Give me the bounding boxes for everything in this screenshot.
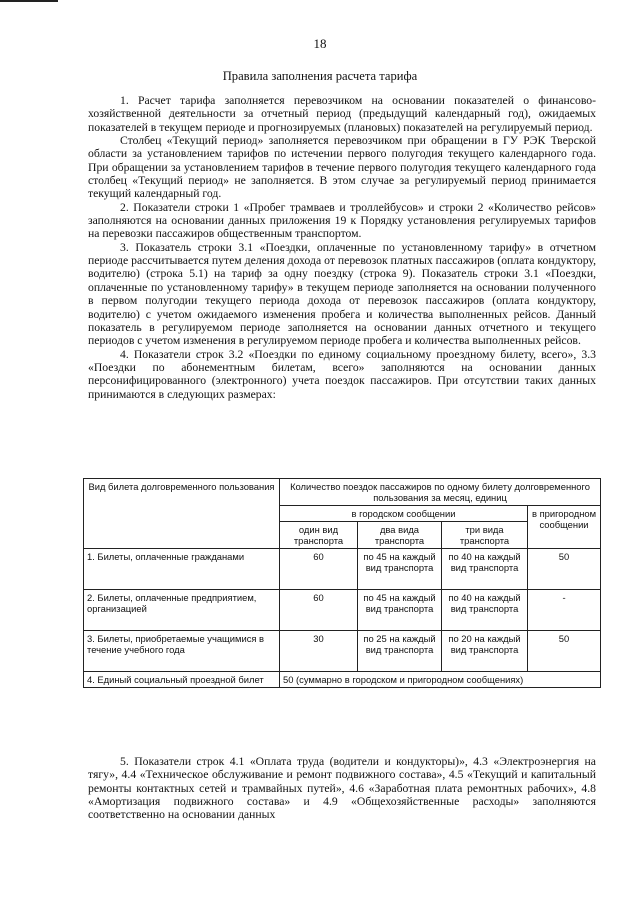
cell-suburban: 50 — [528, 631, 601, 672]
page-number: 18 — [313, 36, 327, 51]
trips-table — [83, 478, 601, 688]
header-one-transport: один вид транспорта — [280, 522, 358, 549]
cell-suburban: - — [528, 590, 601, 631]
paragraph-5: 5. Показатели строк 4.1 «Оплата труда (водители и кондукторы)», 4.3 «Электроэнергия на тягу», 4.4 «Техническое обслуживание и ремонт подвижного состава», 4.5 «Текущий и капитальный ремонты контактных сетей и трамвайных путей», 4.6 «Заработная плата ремонтных рабочих», 4.8 «Амортизация подвижного состава» и 4.9 «Общехозяйственные расходы» заполняются соответственно на основании данных — [88, 755, 596, 822]
header-city: в городском сообщении — [280, 506, 528, 522]
header-three-transport: три вида транспорта — [442, 522, 528, 549]
cell-suburban: 50 — [528, 549, 601, 590]
table-row — [84, 590, 601, 631]
top-edge-mark — [0, 0, 58, 2]
table-row — [84, 549, 601, 590]
cell-combined: 50 (суммарно в городском и пригородном сообщениях) — [280, 672, 601, 688]
row-name: 4. Единый социальный проездной билет — [84, 672, 280, 688]
row-name: 2. Билеты, оплаченные предприятием, организацией — [84, 590, 280, 631]
cell-one: 30 — [280, 631, 358, 672]
paragraph-1: 1. Расчет тарифа заполняется перевозчиком на основании показателей о финансово-хозяйственной деятельности за отчетный период (предыдущий календарный год), ожидаемых показателей в текущем периоде и прогнозируемых (плановых) показателей на регулируемый период. — [88, 94, 596, 134]
header-trips-count: Количество поездок пассажиров по одному билету долговременного пользования за месяц, единиц — [280, 479, 601, 506]
header-suburban: в пригородном сообщении — [528, 506, 601, 549]
cell-one: 60 — [280, 549, 358, 590]
paragraph-3: 3. Показатель строки 3.1 «Поездки, оплаченные по установленному тарифу» в отчетном периоде рассчитывается путем деления дохода от перевозок платных пассажиров (оплата кондуктору, водителю) (строка 5.1) на тариф за одну поездку (строка 9). Показатель строки 3.1 «Поездки, оплаченные по установленному тарифу» в текущем периоде заполняется на основании полученного в первом полугодии текущего периода дохода от перевозок пассажиров (оплата кондуктору, водителю) с учетом ожидаемого изменения пробега и количества выполненных рейсов. Данный показатель в регулируемом периоде заполняется на основании данных отчетного и текущего периодов с учетом изменения в регулируемом периоде пробега и количества выполненных рейсов. — [88, 240, 596, 348]
rules-text-continued — [88, 755, 596, 822]
table-row — [84, 672, 601, 688]
row-name: 1. Билеты, оплаченные гражданами — [84, 549, 280, 590]
header-ticket-type: Вид билета долговременного пользования — [84, 479, 280, 549]
rules-text — [88, 94, 596, 401]
cell-two: по 45 на каждый вид транспорта — [358, 549, 442, 590]
cell-two: по 25 на каждый вид транспорта — [358, 631, 442, 672]
document-title: Правила заполнения расчета тарифа — [222, 69, 418, 83]
paragraph-2: 2. Показатели строки 1 «Пробег трамваев и троллейбусов» и строки 2 «Количество рейсов» заполняются на основании данных приложения 19 к Порядку установления регулируемых тарифов на перевозки пассажиров общественным транспортом. — [88, 200, 596, 241]
row-name: 3. Билеты, приобретаемые учащимися в течение учебного года — [84, 631, 280, 672]
header-two-transport: два вида транспорта — [358, 522, 442, 549]
cell-three: по 40 на каждый вид транспорта — [442, 590, 528, 631]
paragraph-current-period: Столбец «Текущий период» заполняется перевозчиком при обращении в ГУ РЭК Тверской области за установлением тарифов по истечении первого полугодия текущего календарного года. При обращении за установлением тарифов в течение первого полугодия текущего календарного года столбец «Текущий период» не заполняется. В этом случае за регулируемый период принимается текущий календарный год. — [88, 134, 596, 201]
cell-three: по 20 на каждый вид транспорта — [442, 631, 528, 672]
paragraph-4: 4. Показатели строк 3.2 «Поездки по единому социальному проездному билету, всего», 3.3 «Поездки по абонементным билетам, всего» заполняются на основании данных персонифицированного (электронного) учета поездок пассажиров. При отсутствии таких данных принимаются в следующих размерах: — [88, 347, 596, 401]
cell-three: по 40 на каждый вид транспорта — [442, 549, 528, 590]
cell-one: 60 — [280, 590, 358, 631]
table-row — [84, 631, 601, 672]
cell-two: по 45 на каждый вид транспорта — [358, 590, 442, 631]
